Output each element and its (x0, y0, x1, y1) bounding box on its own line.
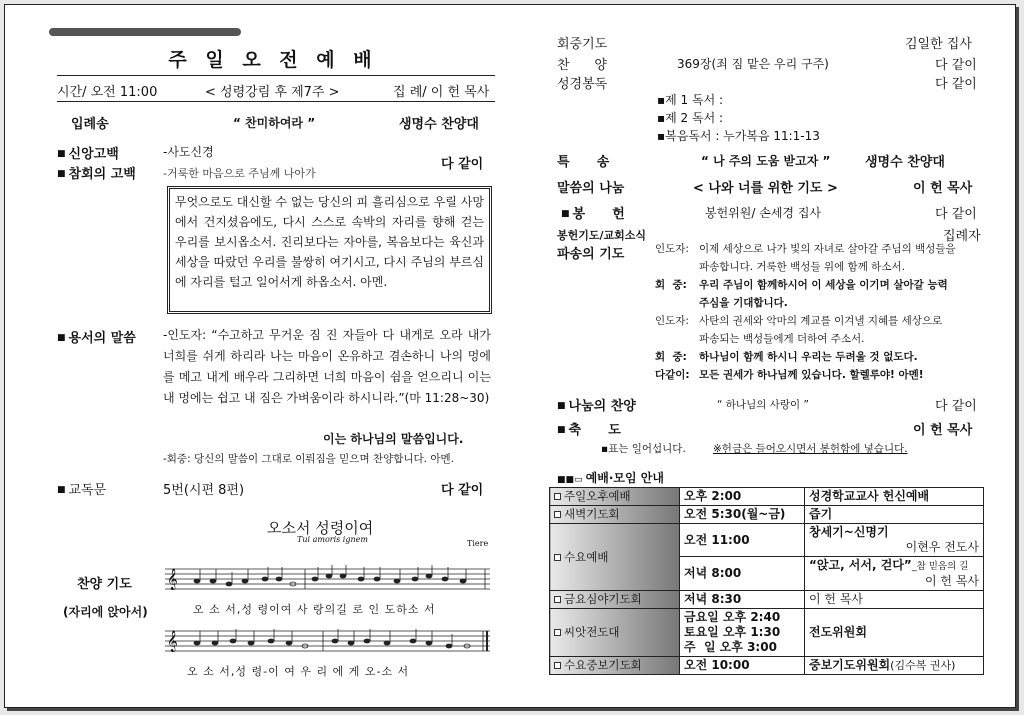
schedule-table (549, 487, 984, 675)
song-title: 오소서 성령이여 (267, 519, 374, 537)
schedule-title-text: 예배·모임 안내 (585, 471, 664, 485)
schedule-desc: 이 헌 목사 (805, 591, 984, 609)
service-time: 시간/ 오전 11:00 (57, 85, 158, 100)
schedule-title-icon: ■■▭ (557, 475, 586, 485)
sending-text: 파송되는 백성들에게 더하여 주소서. (699, 333, 865, 345)
table-row (550, 657, 984, 675)
sending-line (655, 276, 985, 294)
special-by: 생명수 찬양대 (865, 155, 945, 170)
schedule-time: 저녁 8:30 (680, 591, 805, 609)
sending-text: 주심을 기대합니다. (699, 297, 788, 309)
square-icon (554, 629, 561, 636)
schedule-time: 저녁 8:00 (680, 557, 805, 591)
sending-speaker: 인도자: (655, 243, 689, 255)
special-song: “ 나 주의 도움 받고자 ” (701, 154, 831, 168)
confession-by: 다 같이 (441, 157, 484, 172)
responsive-reading-by: 다 같이 (441, 483, 484, 498)
reading-label: 성경봉독 (557, 77, 608, 92)
sending-text: 하나님이 함께 하시니 우리는 두려울 것 없도다. (699, 351, 918, 363)
sending-speaker: 회 중: (655, 351, 687, 363)
schedule-name-text: 씨앗전도대 (564, 625, 620, 639)
schedule-name (550, 506, 680, 524)
schedule-desc-line: 이현우 전도사 (905, 540, 979, 554)
absolution-response: -회중: 당신의 말씀이 그대로 이뤄짐을 믿으며 찬양합니다. 아멘. (163, 453, 454, 465)
hymn-text: 369장(죄 짐 맡은 우리 구주) (677, 57, 829, 71)
footnote-offering: ※헌금은 들어오시면서 봉헌함에 넣습니다. (713, 443, 908, 455)
music-staff-2 (165, 625, 490, 657)
lyrics-line-1: 오 소 서,성 령이여 사 랑의길 로 인 도하소 서 (193, 603, 436, 616)
sending-label: 파송의 기도 (557, 247, 625, 262)
responsive-reading-label: ■ 교독문 (57, 479, 106, 498)
sending-speaker (655, 330, 699, 348)
sending-text: 사탄의 권세와 악마의 계교를 이겨낼 지혜를 세상으로 (699, 315, 943, 327)
sending-line (655, 366, 985, 384)
schedule-time: 오후 2:00 (680, 488, 805, 506)
table-row (550, 506, 984, 524)
schedule-desc-line: 이 헌 목사 (925, 574, 979, 588)
sending-text: 이제 세상으로 나가 빛의 자녀로 살아갈 주님의 백성들을 (699, 243, 956, 255)
sending-line (655, 312, 985, 330)
music-staff-1 (165, 563, 490, 595)
reading-first: ▪제 1 독서 : (657, 93, 724, 107)
sharing-by: 다 같이 (935, 399, 977, 414)
square-icon (554, 493, 561, 500)
divider (57, 101, 495, 102)
sending-prayer (655, 240, 985, 384)
song-label: 찬양 기도 (77, 577, 132, 592)
sending-speaker: 회 중: (655, 279, 687, 291)
table-row (550, 609, 984, 657)
sermon-label: 말씀의 나눔 (557, 181, 625, 196)
square-icon (554, 596, 561, 603)
table-row (550, 524, 984, 557)
schedule-name-text: 수요중보기도회 (564, 658, 642, 672)
sending-speaker (655, 294, 699, 312)
prayer-by: 김일한 집사 (905, 37, 972, 52)
schedule-name (550, 488, 680, 506)
prelude-label: 입례송 (71, 117, 109, 132)
liturgical-season: < 성령강림 후 제7주 > (205, 85, 340, 100)
schedule-desc (805, 524, 984, 557)
offering-label: ■ 봉 헌 (561, 203, 625, 222)
hymn-label: 찬 양 (557, 58, 607, 73)
schedule-name-text: 주일오후예배 (564, 489, 631, 503)
schedule-name-text: 금요심야기도회 (564, 592, 642, 606)
schedule-title (557, 469, 664, 486)
table-row (550, 488, 984, 506)
schedule-desc-line: 창세기~신명기 (809, 525, 889, 539)
schedule-time: 오전 5:30(월~금) (680, 506, 805, 524)
sending-line (655, 240, 985, 258)
news-by: 집례자 (943, 229, 981, 244)
square-icon (554, 511, 561, 518)
service-leader: 집 례/ 이 헌 목사 (393, 85, 490, 100)
schedule-desc: 전도위원회 (805, 609, 984, 657)
footnote-standing: ▪표는 일어섭니다. (601, 443, 686, 455)
creed-label: ■ 신앙고백 (57, 143, 119, 162)
schedule-desc: 성경학교교사 헌신예배 (805, 488, 984, 506)
schedule-time: 오전 10:00 (680, 657, 805, 675)
schedule-name (550, 657, 680, 675)
prelude-song: “ 찬미하여라 ” (233, 116, 316, 130)
lyrics-line-2: 오 소 서,성 령-이 여 우 리 에 게 오-소 서 (187, 665, 410, 678)
divider (57, 75, 495, 76)
sending-speaker (655, 258, 699, 276)
bulletin-page (4, 4, 1016, 708)
sending-line (655, 348, 985, 366)
square-icon (554, 662, 561, 669)
sending-speaker: 다같이: (655, 369, 690, 381)
schedule-time-line: 토요일 오후 1:30 (684, 625, 781, 639)
square-icon (554, 554, 561, 561)
schedule-time-line: 주 일 오후 3:00 (684, 640, 777, 654)
decorative-bar (49, 28, 241, 36)
song-note: (자리에 앉아서) (63, 605, 148, 619)
schedule-desc (805, 557, 984, 591)
creed-text: -사도신경 (163, 145, 214, 159)
absolution-label: ■ 용서의 말씀 (57, 327, 136, 346)
sermon-by: 이 헌 목사 (913, 181, 973, 196)
special-label: 특 송 (557, 155, 610, 170)
sending-speaker: 인도자: (655, 315, 689, 327)
schedule-name (550, 524, 680, 591)
svg-text:𝄞: 𝄞 (167, 569, 178, 590)
confession-prayer-box: 무엇으로도 대신할 수 없는 당신의 피 흘리심으로 우릴 사망에서 건지셨음에도, 다시 스스로 속박의 자리를 향해 걷는 우리를 보시옵소서. 진리보다는 자아를, 복음보다는 육신과 세상을 따랐던 우리를 불쌍히 여기시고, 다시 주님의 부르심에 자리를 털고 일어서게 하옵소서. 아멘. (167, 186, 492, 314)
prayer-label: 회중기도 (557, 37, 608, 52)
sending-line (655, 258, 985, 276)
absolution-text: -인도자: “수고하고 무거운 짐 진 자들아 다 내게로 오라 내가 너희를 쉬게 하리라 나는 마음이 온유하고 겸손하니 나의 멍에를 메고 내게 배우라 그리하면 너희 마음이 쉼을 얻으리니 이는 내 멍에는 쉽고 내 짐은 가벼움이라 하시니라.”(마 11:28~30) (163, 328, 491, 405)
offering-text: 봉헌위원/ 손세경 집사 (705, 206, 822, 220)
svg-text:𝄞: 𝄞 (167, 631, 178, 652)
confession-label: ■ 참회의 고백 (57, 163, 136, 182)
sending-text: 모든 권세가 하나님께 있습니다. 할렐루야! 아멘! (699, 369, 924, 381)
schedule-time (680, 609, 805, 657)
schedule-desc (805, 657, 984, 675)
schedule-name-text: 수요예배 (564, 549, 609, 564)
sending-line (655, 330, 985, 348)
schedule-name (550, 591, 680, 609)
absolution-close: 이는 하나님의 말씀입니다. (323, 432, 464, 446)
schedule-time-line: 금요일 오후 2:40 (684, 610, 781, 624)
reading-by: 다 같이 (935, 77, 977, 92)
table-row (550, 591, 984, 609)
hymn-by: 다 같이 (935, 58, 977, 73)
confession-sub: -거룩한 마음으로 주님께 나아가 (163, 167, 316, 180)
sermon-title: < 나와 너를 위한 기도 > (693, 181, 838, 196)
news-label: 봉헌기도/교회소식 (557, 229, 647, 242)
sharing-label: ■ 나눔의 찬양 (557, 395, 636, 414)
sending-text: 우리 주님이 함께하시어 이 세상을 이기며 살아갈 능력 (699, 279, 948, 291)
schedule-name-text: 새벽기도회 (564, 507, 620, 521)
sending-line (655, 294, 985, 312)
schedule-desc-small: _참 믿음의 길 (911, 561, 969, 572)
song-subtitle: Tui amoris ignem (297, 535, 368, 544)
responsive-reading-text: 5번(시편 8편) (163, 483, 245, 498)
schedule-desc-line: 중보기도위원회 (809, 658, 891, 672)
sharing-song: “ 하나님의 사랑이 ” (717, 399, 809, 411)
schedule-desc: 즙기 (805, 506, 984, 524)
schedule-name (550, 609, 680, 657)
schedule-desc-small: (김수복 권사) (890, 659, 956, 672)
schedule-time: 오전 11:00 (680, 524, 805, 557)
benediction-label: ■ 축 도 (557, 419, 621, 438)
page-title: 주 일 오 전 예 배 (168, 49, 378, 71)
offering-by: 다 같이 (935, 207, 977, 222)
reading-second: ▪제 2 독서 : (657, 111, 724, 125)
schedule-desc-line: “앉고, 서서, 걷다” (809, 558, 912, 572)
reading-gospel: ▪복음독서 : 누가복음 11:1-13 (657, 129, 820, 143)
sending-text: 파송합니다. 거룩한 백성들 위에 함께 하소서. (699, 261, 905, 273)
song-composer: Tiere (467, 539, 489, 548)
prelude-by: 생명수 찬양대 (399, 117, 479, 132)
benediction-by: 이 헌 목사 (913, 423, 973, 438)
